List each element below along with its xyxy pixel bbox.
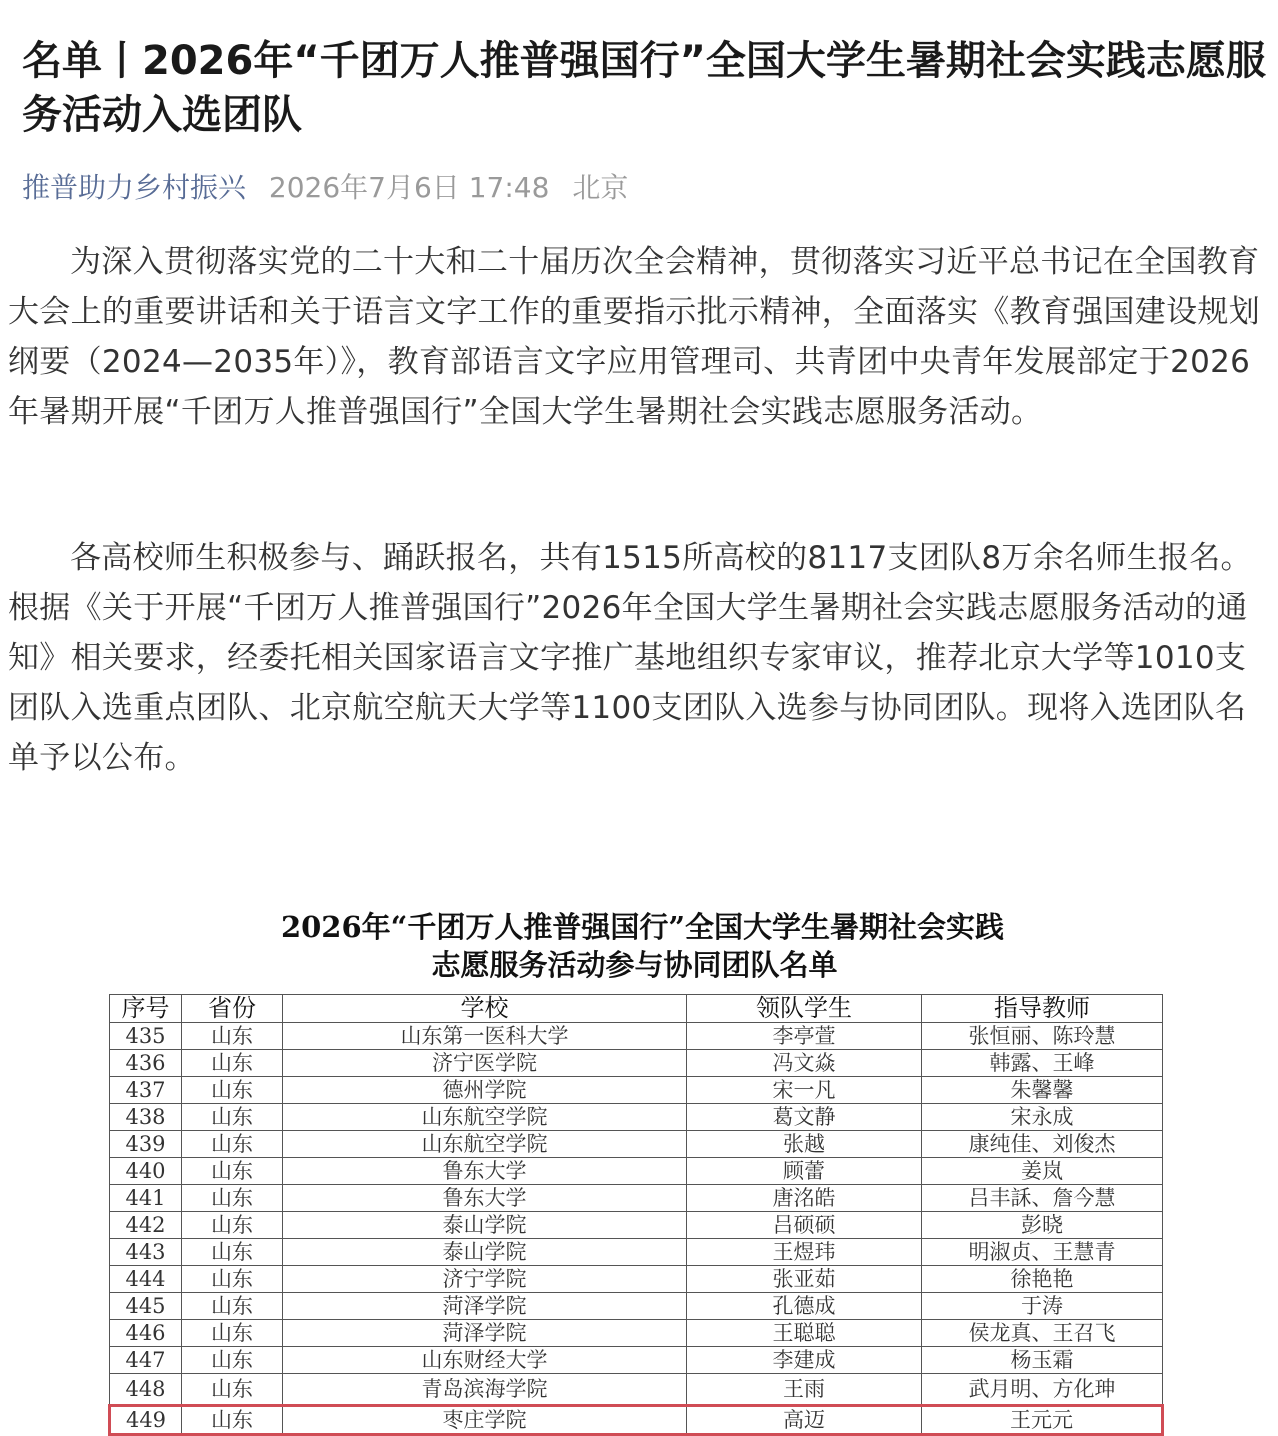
article-paragraph: 为深入贯彻落实党的二十大和二十届历次全会精神，贯彻落实习近平总书记在全国教育大会上的重要讲话和关于语言文字工作的重要指示批示精神，全面落实《教育强国建设规划纲要（2024—2035年）》，教育部语言文字应用管理司、共青团中央青年发展部定于2026年暑期开展“千团万人推普强国行”全国大学生暑期社会实践志愿服务活动。: [8, 244, 1260, 430]
header-team-leader: 领队学生: [687, 995, 922, 1023]
table-row: [110, 1104, 1163, 1131]
table-row: [110, 1347, 1163, 1374]
cell-province: 山东: [182, 1131, 283, 1158]
cell-team-leader: 冯文焱: [687, 1050, 922, 1077]
table-row: [110, 1320, 1163, 1347]
cell-team-leader: 唐洺皓: [687, 1185, 922, 1212]
article-paragraph: 各高校师生积极参与、踊跃报名，共有1515所高校的8117支团队8万余名师生报名。根据《关于开展“千团万人推普强国行”2026年全国大学生暑期社会实践志愿服务活动的通知》相关要求，经委托相关国家语言文字推广基地组织专家审议，推荐北京大学等1010支团队入选重点团队、北京航空航天大学等1100支团队入选参与协同团队。现将入选团队名单予以公布。: [8, 540, 1252, 776]
cell-team-leader: 李建成: [687, 1347, 922, 1374]
cell-province: 山东: [182, 1077, 283, 1104]
cell-team-leader: 吕硕硕: [687, 1212, 922, 1239]
cell-province: 山东: [182, 1212, 283, 1239]
cell-school: 鲁东大学: [283, 1185, 687, 1212]
cell-advisor: 朱馨馨: [922, 1077, 1163, 1104]
table-row: [110, 1023, 1163, 1050]
cell-advisor: 姜岚: [922, 1158, 1163, 1185]
table-row: [110, 1050, 1163, 1077]
header-advisor: 指导教师: [922, 995, 1163, 1023]
cell-school: 泰山学院: [283, 1239, 687, 1266]
cell-school: 济宁医学院: [283, 1050, 687, 1077]
cell-advisor: 张恒丽、陈玲慧: [922, 1023, 1163, 1050]
cell-team-leader: 孔德成: [687, 1293, 922, 1320]
cell-index: 441: [110, 1185, 182, 1212]
cell-index: 444: [110, 1266, 182, 1293]
cell-school: 菏泽学院: [283, 1320, 687, 1347]
cell-team-leader: 李亭萱: [687, 1023, 922, 1050]
article-meta: [22, 170, 628, 206]
header-province: 省份: [182, 995, 283, 1023]
table-row: [110, 1131, 1163, 1158]
cell-advisor: 宋永成: [922, 1104, 1163, 1131]
cell-advisor: 徐艳艳: [922, 1266, 1163, 1293]
cell-index: 446: [110, 1320, 182, 1347]
table-row: [110, 1185, 1163, 1212]
cell-index: 435: [110, 1023, 182, 1050]
cell-advisor: 武月明、方化珅: [922, 1374, 1163, 1406]
cell-province: 山东: [182, 1347, 283, 1374]
cell-school: 鲁东大学: [283, 1158, 687, 1185]
table-row: [110, 1239, 1163, 1266]
cell-index: 443: [110, 1239, 182, 1266]
cell-team-leader: 张越: [687, 1131, 922, 1158]
team-list-table: [108, 994, 1164, 1436]
table-body: [110, 1023, 1163, 1435]
cell-advisor: 明淑贞、王慧青: [922, 1239, 1163, 1266]
table-row: [110, 1374, 1163, 1406]
cell-school: 山东航空学院: [283, 1104, 687, 1131]
cell-index: 449: [110, 1406, 182, 1435]
table-header-row: [110, 995, 1163, 1023]
cell-advisor: 康纯佳、刘俊杰: [922, 1131, 1163, 1158]
cell-school: 济宁学院: [283, 1266, 687, 1293]
cell-team-leader: 张亚茹: [687, 1266, 922, 1293]
cell-province: 山东: [182, 1050, 283, 1077]
cell-team-leader: 顾蕾: [687, 1158, 922, 1185]
publish-date: 2026年7月6日 17:48: [268, 171, 550, 204]
cell-province: 山东: [182, 1158, 283, 1185]
cell-school: 泰山学院: [283, 1212, 687, 1239]
table-row: [110, 1293, 1163, 1320]
cell-school: 菏泽学院: [283, 1293, 687, 1320]
cell-school: 山东第一医科大学: [283, 1023, 687, 1050]
cell-school: 山东航空学院: [283, 1131, 687, 1158]
cell-advisor: 于涛: [922, 1293, 1163, 1320]
table-row: [110, 1077, 1163, 1104]
cell-index: 438: [110, 1104, 182, 1131]
table-row: [110, 1406, 1163, 1435]
table-row: [110, 1266, 1163, 1293]
cell-index: 442: [110, 1212, 182, 1239]
cell-province: 山东: [182, 1320, 283, 1347]
cell-school: 德州学院: [283, 1077, 687, 1104]
cell-advisor: 侯龙真、王召飞: [922, 1320, 1163, 1347]
cell-school: 青岛滨海学院: [283, 1374, 687, 1406]
cell-province: 山东: [182, 1374, 283, 1406]
header-index: 序号: [110, 995, 182, 1023]
cell-province: 山东: [182, 1406, 283, 1435]
cell-index: 447: [110, 1347, 182, 1374]
cell-province: 山东: [182, 1104, 283, 1131]
cell-team-leader: 王雨: [687, 1374, 922, 1406]
document-title: [108, 908, 1161, 984]
cell-index: 439: [110, 1131, 182, 1158]
cell-advisor: 杨玉霜: [922, 1347, 1163, 1374]
team-list-document-image: [108, 908, 1161, 1436]
cell-province: 山东: [182, 1023, 283, 1050]
cell-school: 山东财经大学: [283, 1347, 687, 1374]
account-name-link[interactable]: 推普助力乡村振兴: [22, 171, 247, 204]
cell-index: 436: [110, 1050, 182, 1077]
cell-team-leader: 王煜玮: [687, 1239, 922, 1266]
header-school: 学校: [283, 995, 687, 1023]
table-row: [110, 1158, 1163, 1185]
cell-province: 山东: [182, 1239, 283, 1266]
cell-advisor: 彭晓: [922, 1212, 1163, 1239]
publish-location: 北京: [572, 171, 629, 204]
table-row: [110, 1212, 1163, 1239]
cell-advisor: 韩露、王峰: [922, 1050, 1163, 1077]
cell-team-leader: 葛文静: [687, 1104, 922, 1131]
cell-team-leader: 宋一凡: [687, 1077, 922, 1104]
cell-advisor: 王元元: [922, 1406, 1163, 1435]
cell-advisor: 吕丰訸、詹今慧: [922, 1185, 1163, 1212]
document-title-line: 志愿服务活动参与协同团队名单: [431, 948, 838, 982]
cell-index: 437: [110, 1077, 182, 1104]
cell-index: 448: [110, 1374, 182, 1406]
cell-index: 440: [110, 1158, 182, 1185]
cell-team-leader: 高迈: [687, 1406, 922, 1435]
cell-team-leader: 王聪聪: [687, 1320, 922, 1347]
cell-school: 枣庄学院: [283, 1406, 687, 1435]
cell-index: 445: [110, 1293, 182, 1320]
document-title-line: 2026年“千团万人推普强国行”全国大学生暑期社会实践: [280, 910, 1005, 944]
cell-province: 山东: [182, 1293, 283, 1320]
cell-province: 山东: [182, 1266, 283, 1293]
article-title: 名单丨2026年“千团万人推普强国行”全国大学生暑期社会实践志愿服务活动入选团队: [22, 38, 1266, 138]
cell-province: 山东: [182, 1185, 283, 1212]
